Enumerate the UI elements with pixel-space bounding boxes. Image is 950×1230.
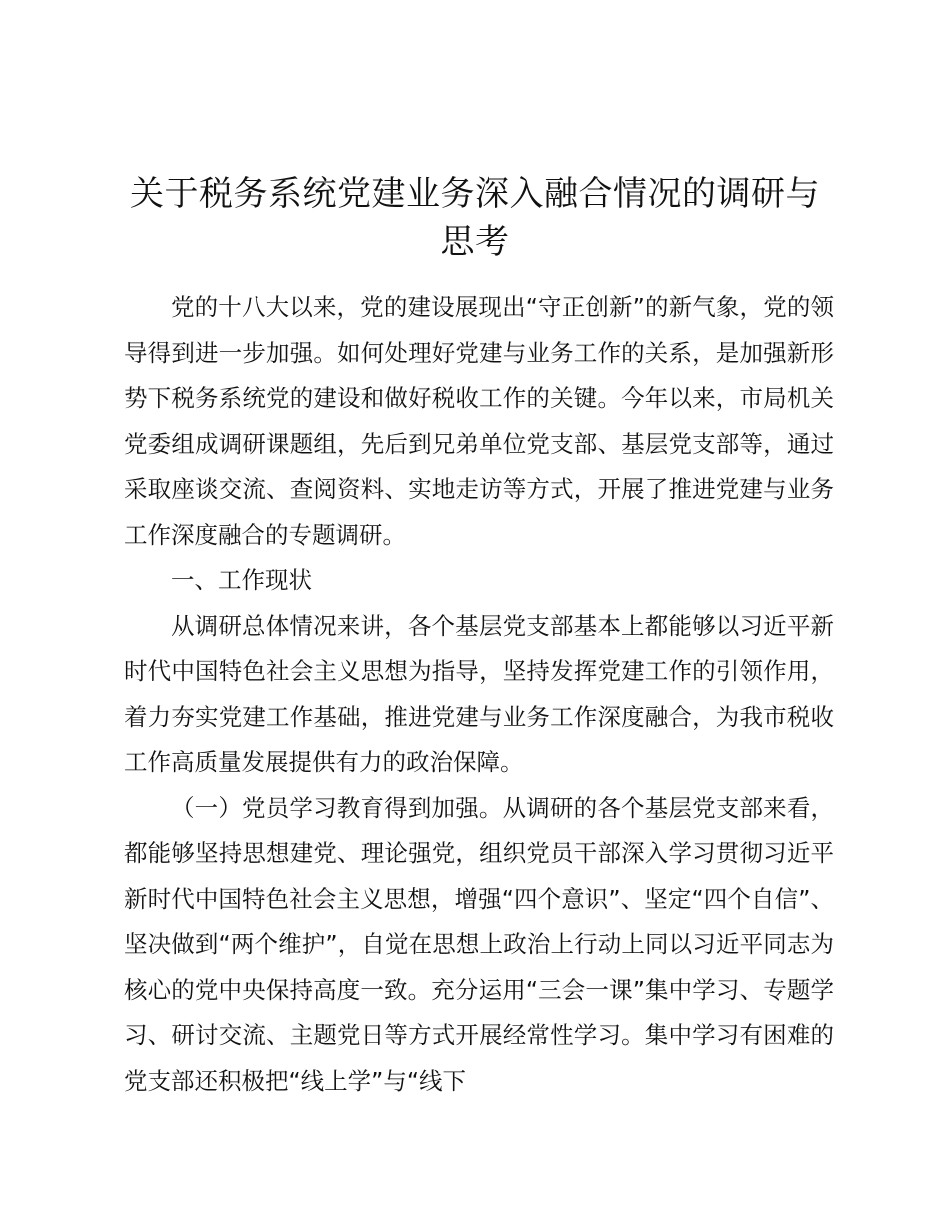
paragraph-study-education: （一）党员学习教育得到加强。从调研的各个基层党支部来看，都能够坚持思想建党、理论强党，组织党员干部深入学习贯彻习近平新时代中国特色社会主义思想，增强“四个意识”、坚定“四个自信”、坚决做到“两个维护”，自觉在思想上政治上行动上同以习近平同志为核心的党中央保持高度一致。充分运用“三会一课”集中学习、专题学习、研讨交流、主题党日等方式开展经常性学习。集中学习有困难的党支部还积极把“线上学”与“线下 bbox=[124, 793, 834, 1095]
document-body bbox=[124, 285, 834, 1104]
section-heading-status: 一、工作现状 bbox=[171, 566, 312, 594]
paragraph-intro: 党的十八大以来，党的建设展现出“守正创新”的新气象，党的领导得到进一步加强。如何处理好党建与业务工作的关系，是加强新形势下税务系统党的建设和做好税收工作的关键。今年以来，市局机关党委组成调研课题组，先后到兄弟单位党支部、基层党支部等，通过采取座谈交流、查阅资料、实地走访等方式，开展了推进党建与业务工作深度融合的专题调研。 bbox=[124, 293, 834, 549]
paragraph-overview: 从调研总体情况来讲，各个基层党支部基本上都能够以习近平新时代中国特色社会主义思想为指导，坚持发挥党建工作的引领作用，着力夯实党建工作基础，推进党建与业务工作深度融合，为我市税收工作高质量发展提供有力的政治保障。 bbox=[124, 611, 834, 776]
document-title: 关于税务系统党建业务深入融合情况的调研与思考 bbox=[130, 174, 820, 262]
